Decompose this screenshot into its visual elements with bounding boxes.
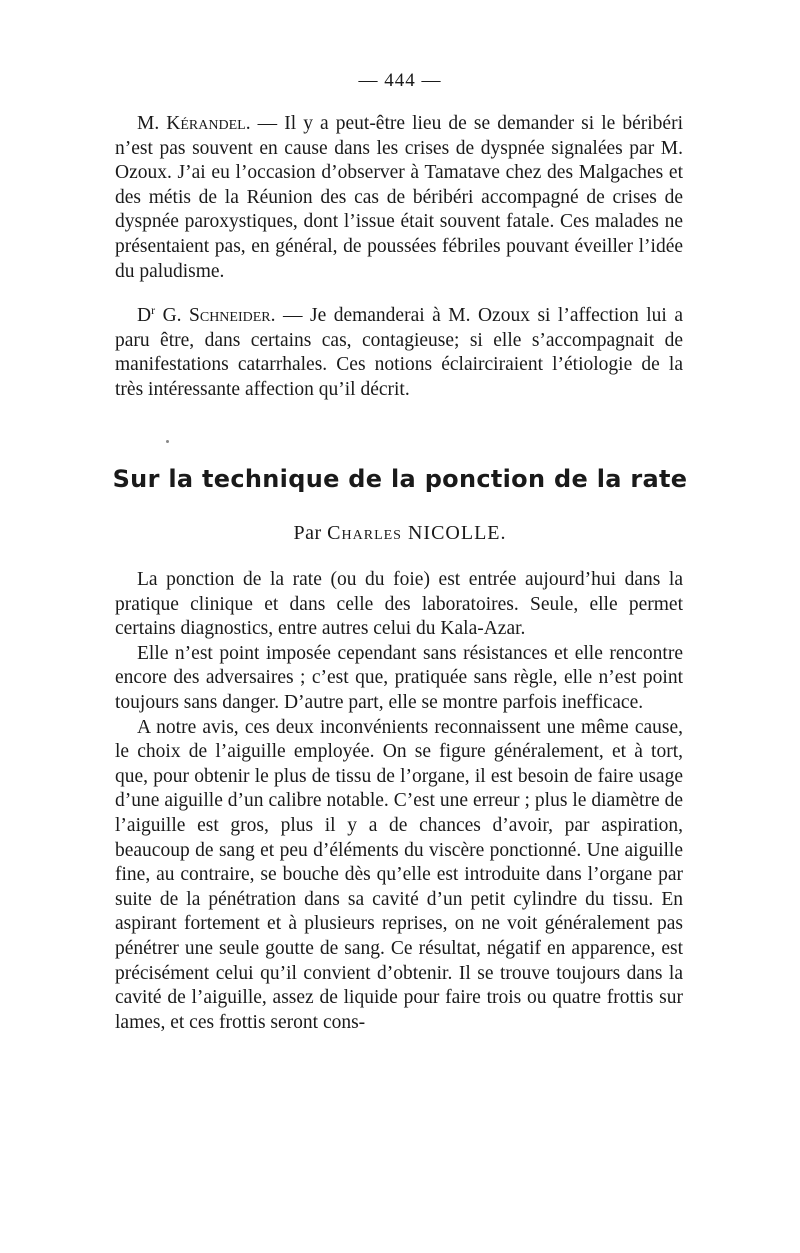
speaker-name: G. Schneider.	[155, 305, 276, 326]
discussion-schneider	[115, 298, 683, 402]
article-title: Sur la technique de la ponction de la rate	[112, 465, 688, 493]
paragraph: A notre avis, ces deux inconvénients reconnaissent une même cause, le choix de l’aiguille employée. On se figure généralement, et à tort, que, pour obtenir le plus de tissu de l’organe, il est besoin de faire usage d’une aiguille d’un calibre notable. C’est une erreur ; plus le diamètre de l’aiguille est gros, plus il y a de chances d’avoir, par aspiration, beaucoup de sang et peu d’éléments du viscère ponctionné. Une aiguille fine, au contraire, se bouche dès qu’elle est introduite dans l’organe par suite de la pénétration dans sa cavité d’un petit cylindre du tissu. En aspirant fortement et à plusieurs reprises, on ne voit généralement pas pénétrer une seule goutte de sang. Ce résultat, négatif en apparence, est précisément celui qu’il convient d’obtenir. Il se trouve toujours dans la cavité de l’aiguille, assez de liquide pour faire trois ou quatre frottis sur lames, et ces frottis seront cons-	[115, 716, 683, 1033]
paragraph: Elle n’est point imposée cependant sans résistances et elle rencontre encore des adversaires ; c’est que, pratiquée sans règle, elle n’est point toujours sans danger. D’autre part, elle se montre parfois inefficace.	[115, 642, 683, 713]
byline-prefix: Par	[293, 522, 328, 544]
discussion-kerandel	[115, 112, 683, 284]
article-byline	[0, 522, 800, 545]
speaker-title: D	[137, 305, 152, 326]
author-name: Charles NICOLLE.	[327, 522, 507, 544]
page-number: — 444 —	[358, 70, 442, 91]
discussion-text: — Je demanderai à M. Ozoux si l’affection lui a paru être, dans certains cas, contagieuse; si elle s’accompagnait de manifestations catarrhales. Ces notions éclairciraient l’étiologie de la très intéressante affection qu’il décrit.	[115, 305, 683, 400]
paragraph: La ponction de la rate (ou du foie) est entrée aujourd’hui dans la pratique clinique et dans celle des laboratoires. Seule, elle permet certains diagnostics, entre autres celui du Kala-Azar.	[115, 569, 683, 640]
speaker-name: M. Kérandel.	[137, 113, 251, 134]
article-body	[115, 568, 683, 1035]
print-speck	[166, 440, 169, 443]
speaker-title-sup: r	[151, 303, 156, 317]
discussion-text: — Il y a peut-être lieu de se demander si le béribéri n’est pas souvent en cause dans les crises de dyspnée signalées par M. Ozoux. J’ai eu l’occasion d’observer à Tamatave chez des Malgaches et des métis de la Réunion des cas de béribéri accompagné de crises de dyspnée paroxystiques, dont l’issue était souvent fatale. Ces malades ne présentaient pas, en général, de poussées fébriles pouvant éveiller l’idée du paludisme.	[115, 113, 683, 282]
